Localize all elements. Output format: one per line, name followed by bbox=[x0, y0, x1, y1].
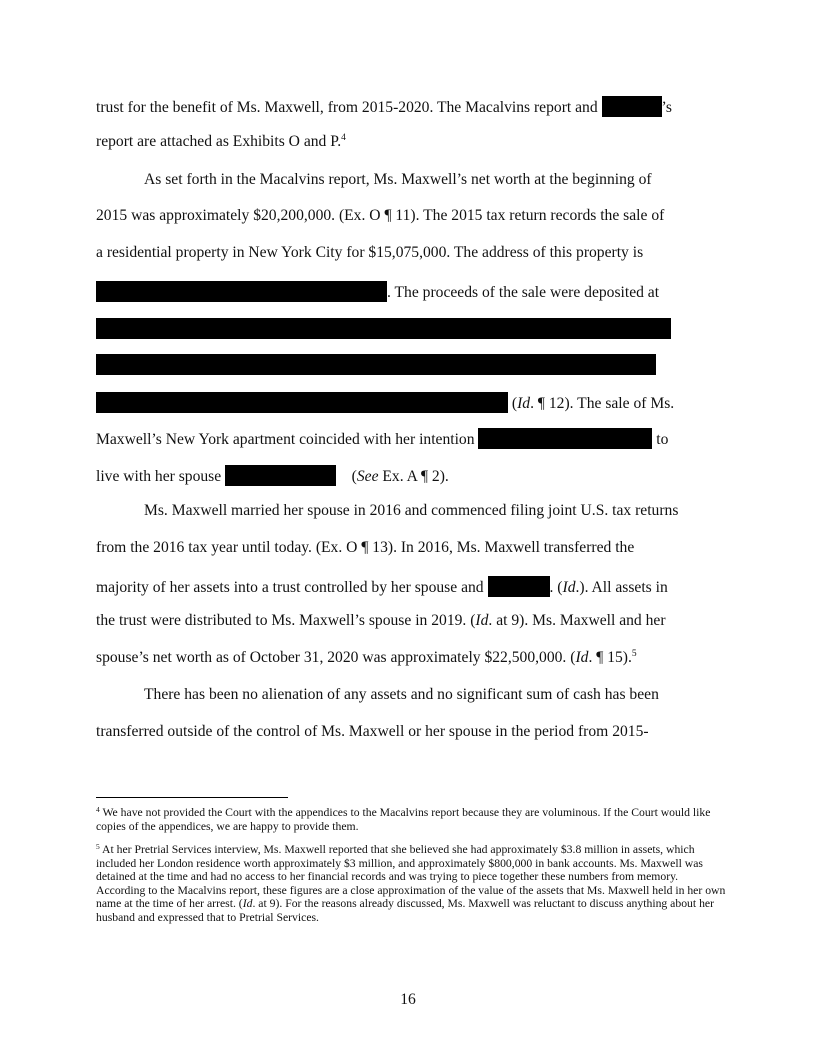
footnote-ref-5: 5 bbox=[631, 649, 637, 659]
body-line-5: a residential property in New York City for $15,075,000. The address of this property is bbox=[96, 244, 644, 261]
body-line-14: majority of her assets into a trust controlled by her spouse and . (Id.). All assets in bbox=[96, 576, 668, 597]
body-line-1: trust for the benefit of Ms. Maxwell, from 2015-2020. The Macalvins report and ’s bbox=[96, 96, 672, 117]
redaction-box bbox=[602, 96, 662, 117]
body-line-9: (Id. ¶ 12). The sale of Ms. bbox=[96, 392, 674, 413]
redaction-box bbox=[96, 392, 508, 413]
redaction-box bbox=[478, 428, 652, 449]
body-line-8 bbox=[96, 354, 656, 375]
footnote-ref-4: 4 bbox=[341, 133, 346, 143]
body-line-2: report are attached as Exhibits O and P.$^4$ bbox=[96, 133, 346, 150]
redaction-box bbox=[96, 281, 387, 302]
redaction-box bbox=[96, 354, 656, 375]
redaction-box bbox=[96, 318, 671, 339]
body-line-12: Ms. Maxwell married her spouse in 2016 and commenced filing joint U.S. tax returns bbox=[144, 502, 679, 519]
body-line-16: spouse’s net worth as of October 31, 2020 was approximately $22,500,000. (Id. ¶ 15).$^5$ bbox=[96, 649, 637, 666]
body-line-11: live with her spouse (See Ex. A ¶ 2). bbox=[96, 465, 449, 486]
body-line-15: the trust were distributed to Ms. Maxwell’s spouse in 2019. (Id. at 9). Ms. Maxwell and her bbox=[96, 612, 666, 629]
footnote-4: $^4$ We have not provided the Court with the appendices to the Macalvins report because they are voluminous. If the Court would like copies of the appendices, we are happy to provide them. bbox=[96, 805, 711, 833]
body-line-6: . The proceeds of the sale were deposited at bbox=[96, 281, 659, 302]
footnote-5: $^5$ At her Pretrial Services interview, Ms. Maxwell reported that she believed she had approximately $3.8 million in assets, which included her London residence worth approximately $3 million, and approximately $800,000 in bank accounts. Ms. Maxwell was detained at the time and had no access to her financial records and was trying to piece together these numbers from memory. According to the Macalvins report, these figures are a close approximation of the value of the assets that Ms. Maxwell held in her own name at the time of her arrest. (Id. at 9). For the reasons already discussed, Ms. Maxwell was reluctant to discuss anything about her husband and expressed that to Pretrial Services. bbox=[96, 842, 726, 924]
page-number: 16 bbox=[400, 991, 416, 1008]
body-line-3: As set forth in the Macalvins report, Ms. Maxwell’s net worth at the beginning of bbox=[144, 171, 652, 188]
redaction-box bbox=[225, 465, 336, 486]
body-line-7 bbox=[96, 318, 671, 339]
redaction-box bbox=[488, 576, 550, 597]
body-line-10: Maxwell’s New York apartment coincided with her intention to bbox=[96, 428, 668, 449]
body-line-17: There has been no alienation of any assets and no significant sum of cash has been bbox=[144, 686, 659, 703]
body-line-13: from the 2016 tax year until today. (Ex. O ¶ 13). In 2016, Ms. Maxwell transferred the bbox=[96, 539, 635, 556]
body-line-4: 2015 was approximately $20,200,000. (Ex. O ¶ 11). The 2015 tax return records the sale of bbox=[96, 207, 665, 224]
body-line-18: transferred outside of the control of Ms. Maxwell or her spouse in the period from 2015- bbox=[96, 723, 649, 740]
footnote-separator bbox=[96, 797, 288, 798]
